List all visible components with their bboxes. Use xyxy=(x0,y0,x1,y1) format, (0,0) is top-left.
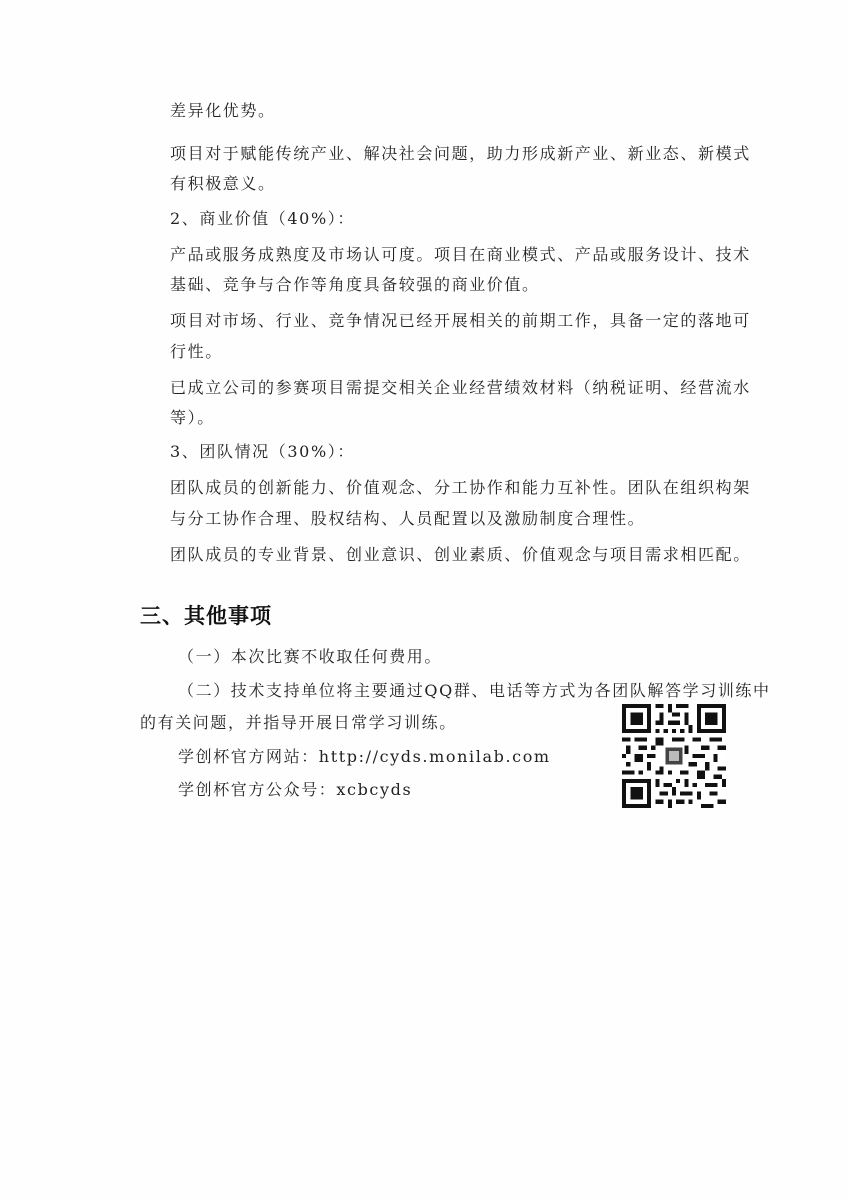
text-line: （一）本次比赛不收取任何费用。 xyxy=(178,647,443,666)
text-line: 产品或服务成熟度及市场认可度。项目在商业模式、产品或服务设计、技术 xyxy=(170,245,751,264)
qr-code xyxy=(622,704,726,808)
text-line: 已成立公司的参赛项目需提交相关企业经营绩效材料（纳税证明、经营流水 xyxy=(170,378,751,397)
text-line: 差异化优势。 xyxy=(170,101,276,120)
text-line: 团队成员的创新能力、价值观念、分工协作和能力互补性。团队在组织构架 xyxy=(170,478,751,497)
text-line: 与分工协作合理、股权结构、人员配置以及激励制度合理性。 xyxy=(170,509,646,528)
qr-code-image xyxy=(622,704,726,808)
section-heading: 三、其他事项 xyxy=(140,604,272,628)
text-line: 有积极意义。 xyxy=(170,174,276,193)
text-line: 项目对市场、行业、竞争情况已经开展相关的前期工作，具备一定的落地可 xyxy=(170,311,751,330)
text-line: 团队成员的专业背景、创业意识、创业素质、价值观念与项目需求相匹配。 xyxy=(170,545,751,564)
text-line: 等）。 xyxy=(170,408,215,427)
text-line: 项目对于赋能传统产业、解决社会问题，助力形成新产业、新业态、新模式 xyxy=(170,144,751,163)
text-line: 的有关问题，并指导开展日常学习训练。 xyxy=(140,713,457,732)
website-line: 学创杯官方网站：http://cyds.monilab.com xyxy=(178,747,551,766)
text-line: （二）技术支持单位将主要通过QQ群、电话等方式为各团队解答学习训练中 xyxy=(178,681,771,700)
wechat-account-line: 学创杯官方公众号：xcbcyds xyxy=(178,780,413,799)
subheading-commercial-value: 2、商业价值（40%）： xyxy=(170,209,355,228)
text-line: 基础、竞争与合作等角度具备较强的商业价值。 xyxy=(170,275,540,294)
text-line: 行性。 xyxy=(170,342,223,361)
subheading-team: 3、团队情况（30%）： xyxy=(170,442,355,461)
